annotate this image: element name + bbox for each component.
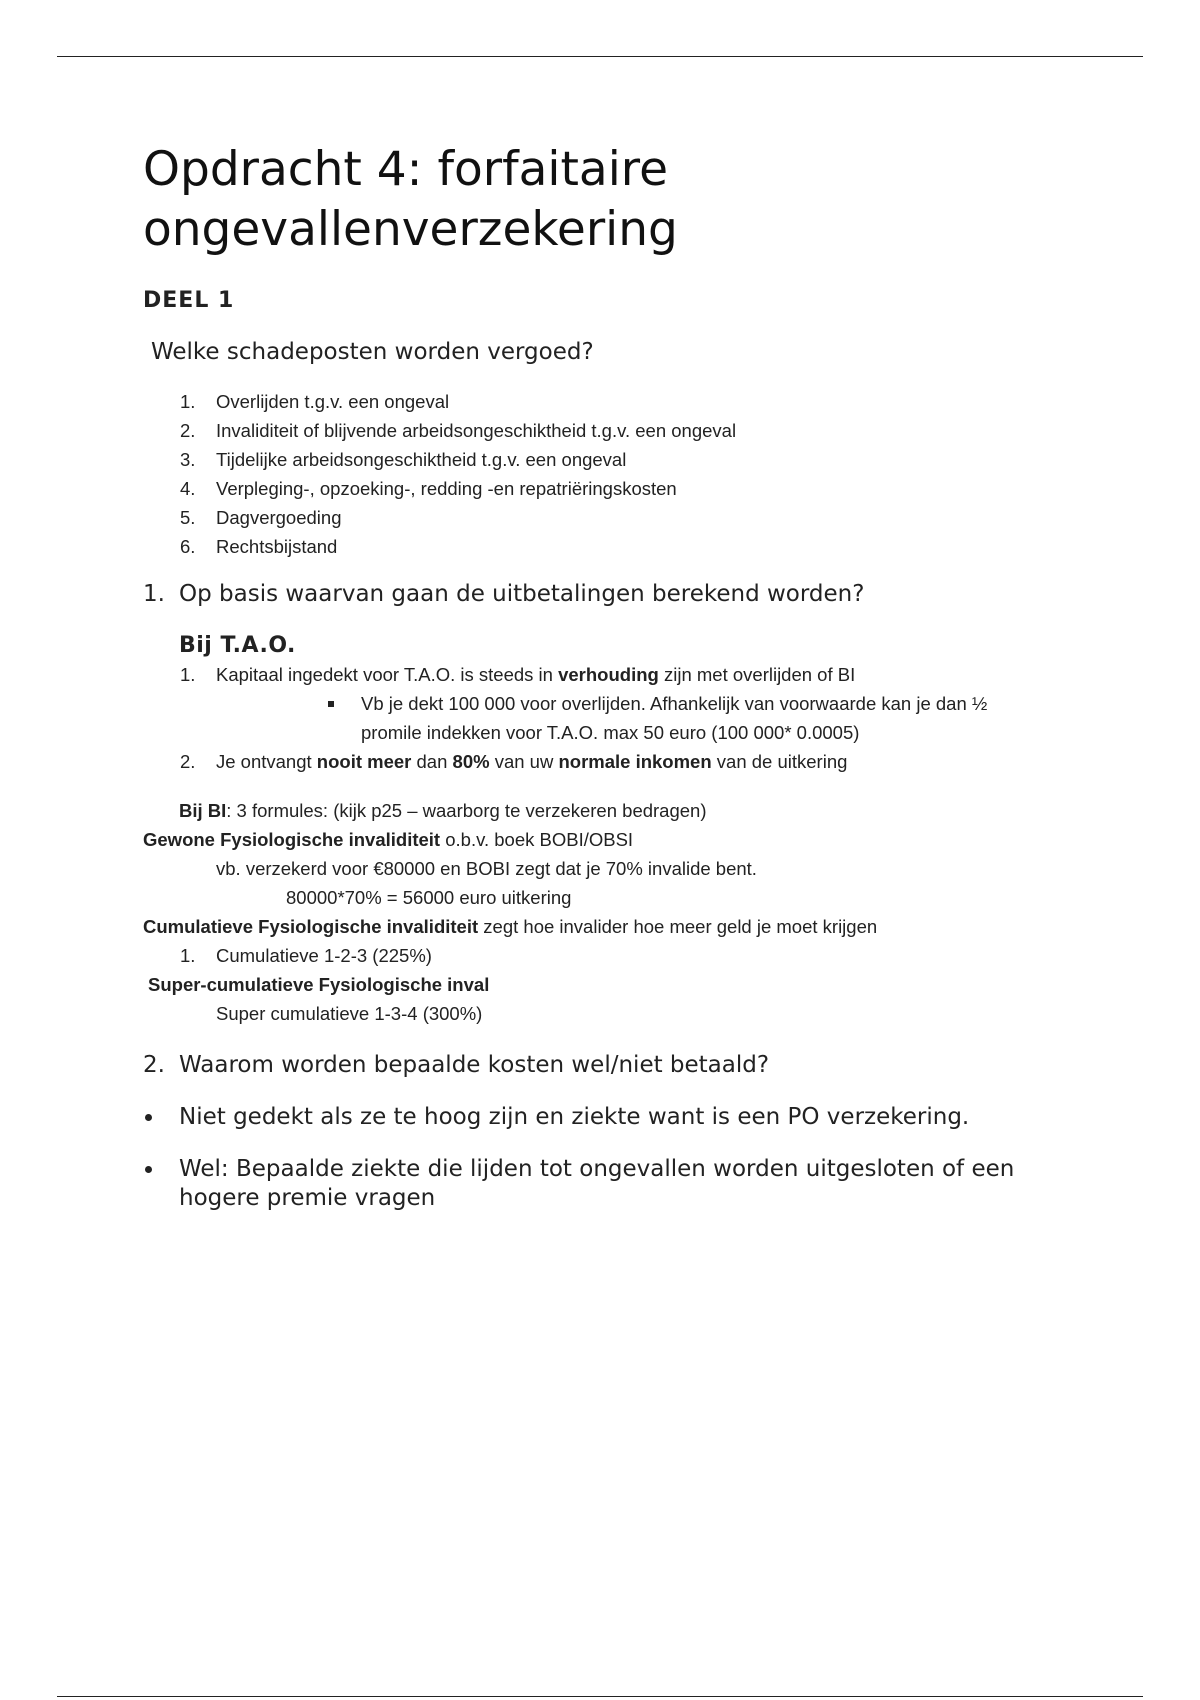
bullet-dot-icon — [145, 1114, 152, 1121]
question-intro: Welke schadeposten worden vergoed? — [151, 339, 594, 365]
document-title — [143, 140, 1063, 260]
list-item: 2. Je ontvangt nooit meer dan 80% van uw normale inkomen van de uitkering — [180, 751, 848, 772]
sub-bullet-item: Vb je dekt 100 000 voor overlijden. Afhankelijk van voorwaarde kan je dan ½ promile indekken voor T.A.O. max 50 euro (100 000* 0.0005) — [143, 689, 1063, 747]
question-2: 2. Waarom worden bepaalde kosten wel/niet betaald? — [143, 1052, 770, 1078]
document-body — [143, 140, 1063, 1213]
list-item: 1. Cumulatieve 1-2-3 (225%) — [180, 945, 432, 966]
footer-rule — [57, 1696, 1143, 1697]
bullet-item: Wel: Bepaalde ziekte die lijden tot ongevallen worden uitgesloten of een hogere premie vragen — [143, 1155, 1063, 1213]
super-cumulatieve-text: Super cumulatieve 1-3-4 (300%) — [216, 1003, 483, 1024]
square-bullet-icon — [328, 701, 334, 707]
title-line-2: ongevallenverzekering — [143, 202, 678, 257]
tao-list — [143, 660, 1063, 776]
list-item: 6. Rechtsbijstand — [180, 536, 338, 557]
title-line-1: Opdracht 4: forfaitaire — [143, 142, 668, 197]
cumulatieve-invaliditeit: Cumulatieve Fysiologische invaliditeit zegt hoe invalider hoe meer geld je moet krijgen — [143, 916, 878, 937]
list-item: 2. Invaliditeit of blijvende arbeidsongeschiktheid t.g.v. een ongeval — [180, 420, 737, 441]
schadeposten-list — [143, 387, 1063, 561]
bi-section — [143, 796, 1063, 1028]
list-item: 1. Overlijden t.g.v. een ongeval — [180, 391, 450, 412]
gewone-invaliditeit: Gewone Fysiologische invaliditeit o.b.v. boek BOBI/OBSI — [143, 829, 634, 850]
calculation-text: 80000*70% = 56000 euro uitkering — [286, 887, 572, 908]
example-text: vb. verzekerd voor €80000 en BOBI zegt dat je 70% invalide bent. — [216, 858, 757, 879]
list-item: 5. Dagvergoeding — [180, 507, 342, 528]
question-1: 1. Op basis waarvan gaan de uitbetalingen berekend worden? — [143, 581, 865, 607]
tao-heading: Bij T.A.O. — [179, 633, 296, 658]
list-item: 1. Kapitaal ingedekt voor T.A.O. is steeds in verhouding zijn met overlijden of BI — [180, 664, 856, 685]
list-item: 3. Tijdelijke arbeidsongeschiktheid t.g.v. een ongeval — [180, 449, 627, 470]
header-rule — [57, 56, 1143, 57]
section-heading-deel: DEEL 1 — [143, 288, 235, 313]
list-item: 4. Verpleging-, opzoeking-, redding -en repatriëringskosten — [180, 478, 677, 499]
bullet-item: Niet gedekt als ze te hoog zijn en ziekte want is een PO verzekering. — [143, 1103, 1063, 1132]
bullet-dot-icon — [145, 1166, 152, 1173]
bi-heading: Bij BI: 3 formules: (kijk p25 – waarborg te verzekeren bedragen) — [179, 800, 707, 821]
super-cumulatieve-heading: Super-cumulatieve Fysiologische inval — [148, 974, 490, 995]
